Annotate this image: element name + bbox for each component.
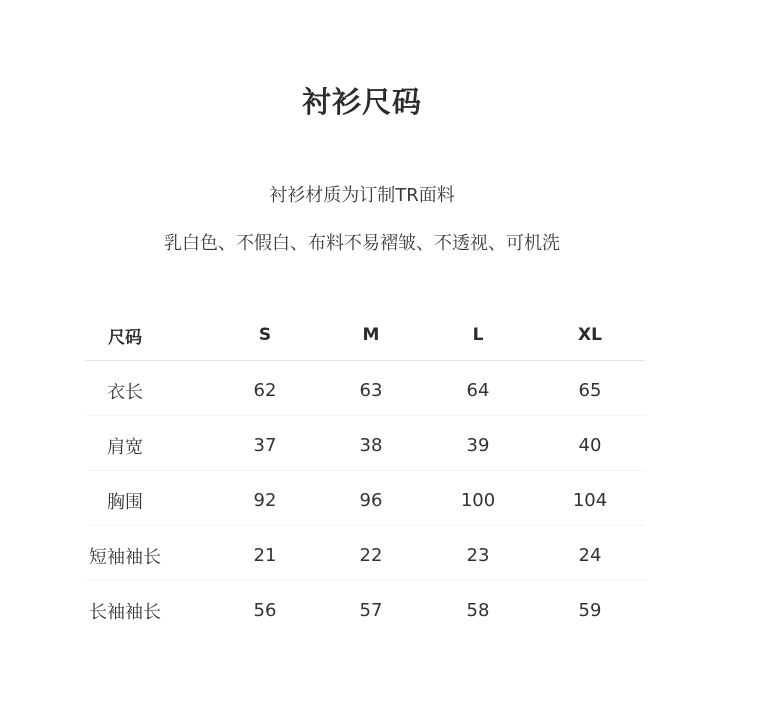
row-label: 肩宽 — [107, 436, 143, 458]
table-row — [85, 361, 645, 416]
table-header-row — [85, 310, 645, 361]
table-cell: 23 — [466, 545, 490, 566]
table-row — [85, 526, 645, 581]
size-table — [85, 310, 645, 636]
table-cell: 62 — [253, 380, 277, 401]
header-cell-s: S — [258, 325, 272, 345]
table-cell: 58 — [466, 600, 490, 621]
table-cell: 24 — [578, 545, 602, 566]
table-cell: 22 — [359, 545, 383, 566]
row-label: 短袖袖长 — [89, 546, 161, 568]
table-cell: 63 — [359, 380, 383, 401]
header-cell-l: L — [472, 325, 484, 345]
table-row — [85, 581, 645, 636]
table-cell: 57 — [359, 600, 383, 621]
table-cell: 100 — [460, 490, 496, 511]
row-label: 长袖袖长 — [89, 601, 161, 623]
feature-description: 乳白色、不假白、布料不易褶皱、不透视、可机洗 — [164, 233, 560, 254]
table-cell: 39 — [466, 435, 490, 456]
table-cell: 56 — [253, 600, 277, 621]
table-cell: 59 — [578, 600, 602, 621]
material-description: 衬衫材质为订制TR面料 — [269, 185, 455, 206]
table-cell: 65 — [578, 380, 602, 401]
page-title: 衬衫尺码 — [301, 85, 422, 119]
header-cell-size: 尺码 — [108, 327, 142, 348]
table-cell: 104 — [572, 490, 608, 511]
table-cell: 64 — [466, 380, 490, 401]
table-cell: 92 — [253, 490, 277, 511]
table-cell: 21 — [253, 545, 277, 566]
table-cell: 38 — [359, 435, 383, 456]
table-row — [85, 471, 645, 526]
table-cell: 40 — [578, 435, 602, 456]
header-cell-m: M — [362, 325, 380, 345]
header-cell-xl: XL — [578, 325, 602, 345]
table-cell: 96 — [359, 490, 383, 511]
row-label: 衣长 — [107, 381, 143, 403]
table-row — [85, 416, 645, 471]
row-label: 胸围 — [107, 491, 143, 513]
table-cell: 37 — [253, 435, 277, 456]
